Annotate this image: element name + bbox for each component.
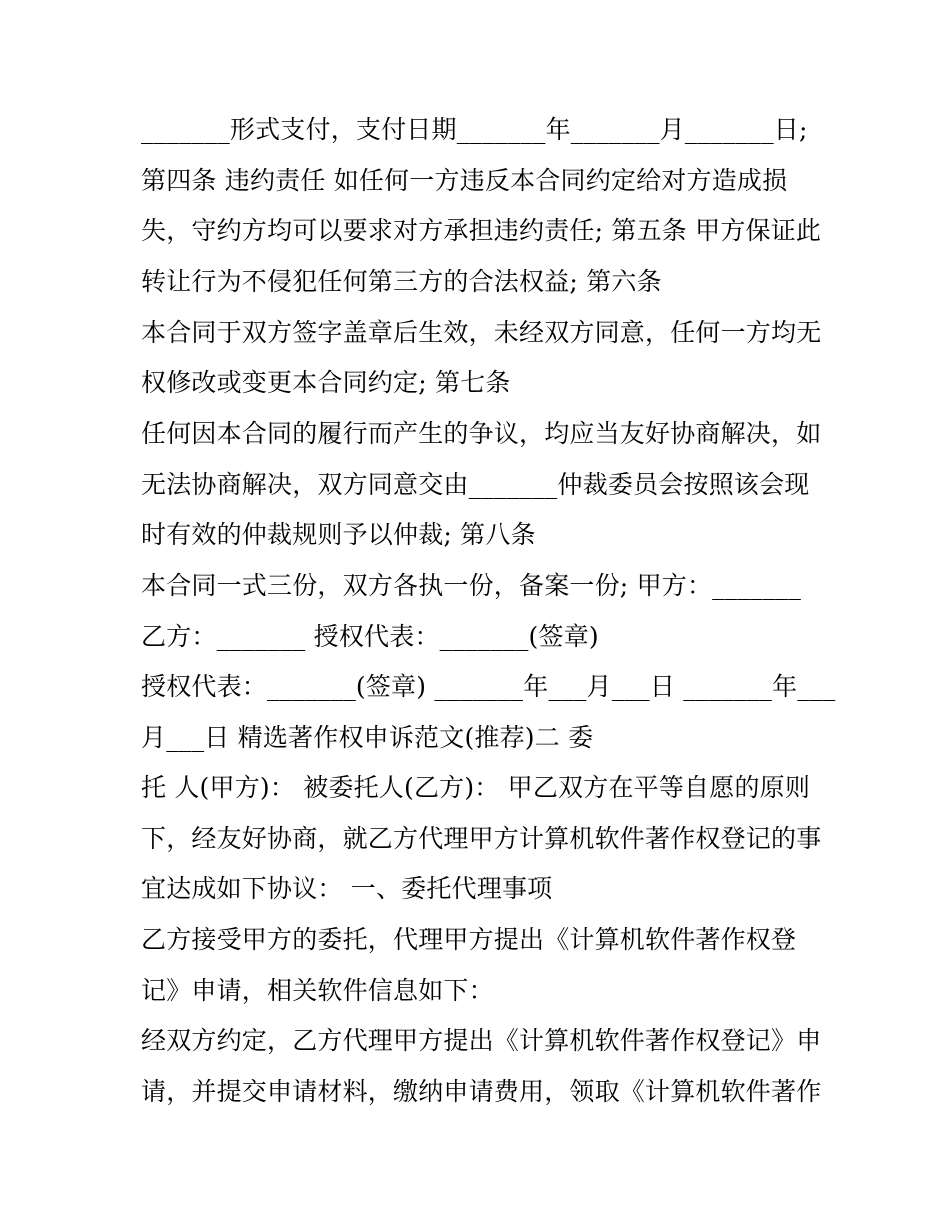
- text-line: 下，经友好协商，就乙方代理甲方计算机软件著作权登记的事: [141, 824, 822, 853]
- text-line: 月___日 精选著作权申诉范文(推荐)二 委: [141, 723, 594, 752]
- text-line: _______形式支付，支付日期_______年_______月_______日;: [141, 115, 808, 144]
- text-line: 乙方接受甲方的委托，代理甲方提出《计算机软件著作权登: [141, 925, 797, 954]
- text-line: 第四条 违约责任 如任何一方违反本合同约定给对方造成损: [141, 166, 788, 195]
- text-line: 请，并提交申请材料，缴纳申请费用，领取《计算机软件著作: [141, 1077, 822, 1106]
- text-line: 乙方：_______ 授权代表：_______(签章): [141, 622, 599, 651]
- text-line: 本合同一式三份，双方各执一份，备案一份; 甲方：_______: [141, 571, 802, 600]
- text-line: 失，守约方均可以要求对方承担违约责任; 第五条 甲方保证此: [141, 216, 822, 245]
- text-line: 无法协商解决，双方同意交由_______仲裁委员会按照该会现: [141, 470, 810, 499]
- text-line: 时有效的仲裁规则予以仲裁; 第八条: [141, 520, 536, 549]
- text-line: 任何因本合同的履行而产生的争议，均应当友好协商解决，如: [141, 419, 822, 448]
- text-line: 授权代表：_______(签章) _______年___月___日 _______年___: [141, 672, 836, 701]
- text-line: 本合同于双方签字盖章后生效，未经双方同意，任何一方均无: [141, 318, 822, 347]
- text-line: 经双方约定，乙方代理甲方提出《计算机软件著作权登记》申: [141, 1026, 822, 1055]
- text-line: 记》申请，相关软件信息如下：: [141, 976, 494, 1005]
- text-line: 转让行为不侵犯任何第三方的合法权益; 第六条: [141, 267, 662, 296]
- text-line: 宜达成如下协议： 一、委托代理事项: [141, 874, 553, 903]
- text-line: 权修改或变更本合同约定; 第七条: [141, 368, 511, 397]
- text-line: 托 人(甲方)： 被委托人(乙方)： 甲乙双方在平等自愿的原则: [141, 773, 811, 802]
